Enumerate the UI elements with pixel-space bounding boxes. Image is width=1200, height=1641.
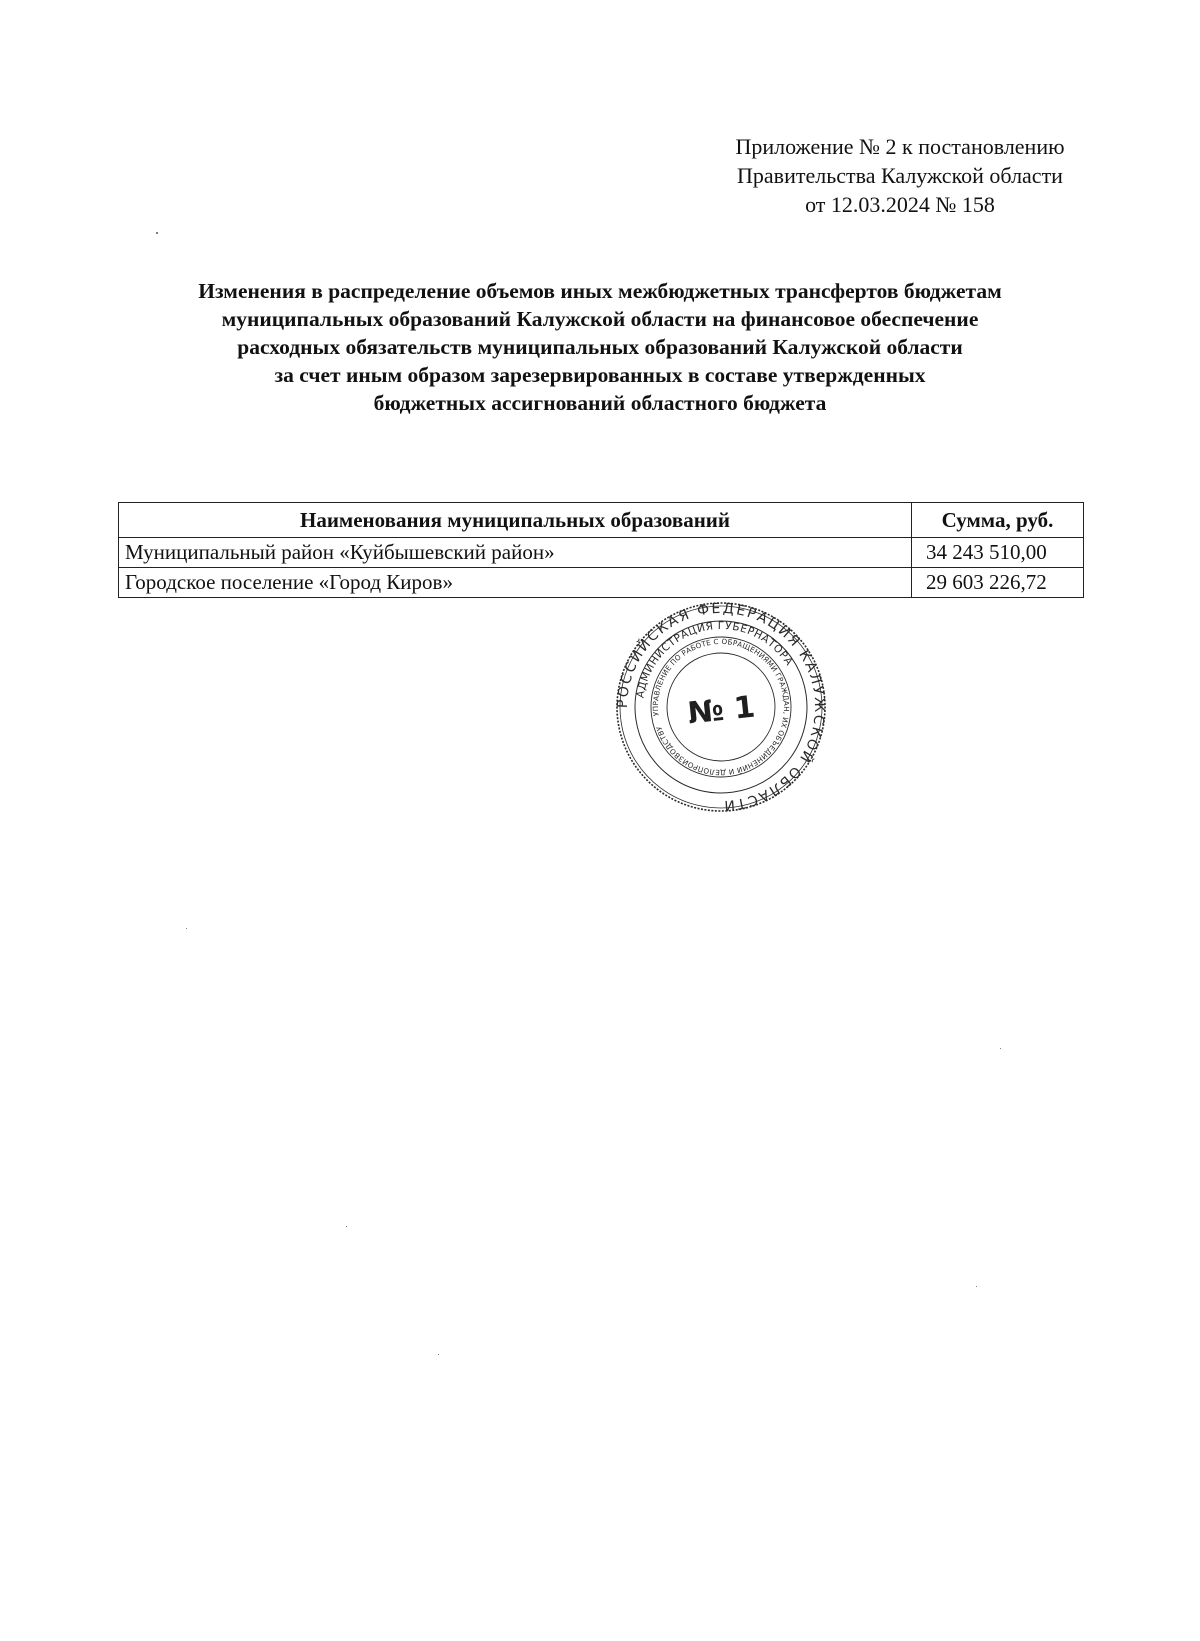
scan-speck [346,1226,347,1227]
amount-value: 29 603 226,72 [912,568,1084,598]
appendix-line-2: Правительства Калужской области [737,163,1063,188]
amount-value: 34 243 510,00 [912,538,1084,568]
title-line-4: за счет иным образом зарезервированных в составе утвержденных [274,363,926,387]
seal-center-number: № 1 [686,689,757,732]
table-header-row [119,503,1084,538]
header-municipality: Наименования муниципальных образований [119,503,912,538]
scan-speck [156,232,158,234]
title-line-2: муниципальных образований Калужской области на финансовое обеспечение [221,307,979,331]
scan-speck [1000,1048,1001,1049]
header-amount: Сумма, руб. [912,503,1084,538]
title-line-1: Изменения в распределение объемов иных межбюджетных трансфертов бюджетам [198,279,1002,303]
official-seal-stamp [614,600,828,814]
scan-speck [438,1354,439,1355]
title-line-5: бюджетных ассигнований областного бюджета [373,391,827,415]
seal-middle-text: АДМИНИСТРАЦИЯ ГУБЕРНАТОРА [634,619,796,699]
table-row [119,568,1084,598]
scan-speck [976,1286,977,1287]
seal-outer-text: РОССИЙСКАЯ ФЕДЕРАЦИЯ КАЛУЖСКОЙ ОБЛАСТИ [614,600,828,814]
title-line-3: расходных обязательств муниципальных образований Калужской области [237,335,963,359]
municipality-name: Городское поселение «Город Киров» [119,568,912,598]
appendix-line-3: от 12.03.2024 № 158 [805,192,995,217]
distribution-table [118,502,1084,598]
table-row [119,538,1084,568]
scan-speck [186,928,187,929]
municipality-name: Муниципальный район «Куйбышевский район» [119,538,912,568]
document-title [120,277,1080,417]
seal-inner-text: УПРАВЛЕНИЕ ПО РАБОТЕ С ОБРАЩЕНИЯМИ ГРАЖДАН, ИХ ОБЪЕДИНЕНИЙ И ДЕЛОПРОИЗВОДСТВУ [650,636,792,778]
appendix-line-1: Приложение № 2 к постановлению [735,134,1065,159]
appendix-header [700,132,1100,219]
